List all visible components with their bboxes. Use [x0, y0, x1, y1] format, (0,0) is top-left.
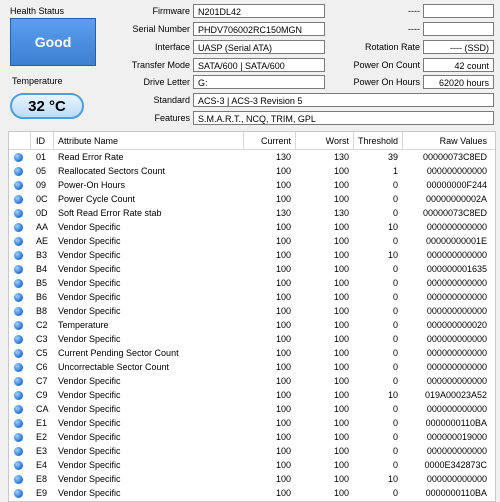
attribute-raw-value: 000000000000 — [426, 362, 487, 372]
attribute-name: Vendor Specific — [58, 432, 121, 442]
table-row[interactable] — [9, 402, 495, 416]
status-dot-icon — [14, 167, 23, 176]
table-row[interactable] — [9, 234, 495, 248]
attribute-current: 100 — [275, 376, 291, 386]
attribute-id: E1 — [36, 418, 48, 428]
interface-field: UASP (Serial ATA) — [193, 40, 325, 54]
attribute-name: Vendor Specific — [58, 278, 121, 288]
attribute-threshold: 10 — [387, 390, 398, 400]
attribute-worst: 100 — [333, 292, 349, 302]
status-dot-icon — [14, 265, 23, 274]
attribute-name: Current Pending Sector Count — [58, 348, 179, 358]
attribute-worst: 100 — [333, 488, 349, 498]
status-dot-icon — [14, 377, 23, 386]
attribute-raw-value: 00000000F244 — [426, 180, 487, 190]
status-dot-icon — [14, 293, 23, 302]
attribute-current: 130 — [275, 208, 291, 218]
attribute-raw-value: 000000000020 — [426, 320, 487, 330]
attribute-threshold: 0 — [392, 418, 398, 428]
header-worst[interactable]: Worst — [325, 136, 349, 146]
attribute-name: Vendor Specific — [58, 446, 121, 456]
attribute-threshold: 0 — [392, 236, 398, 246]
attribute-name: Vendor Specific — [58, 376, 121, 386]
attribute-threshold: 0 — [392, 432, 398, 442]
interface-label: Interface — [154, 42, 190, 52]
attribute-name: Vendor Specific — [58, 334, 121, 344]
attribute-raw-value: 0000000110BA — [425, 418, 487, 428]
attribute-name: Vendor Specific — [58, 390, 121, 400]
attribute-threshold: 0 — [392, 306, 398, 316]
status-dot-icon — [14, 419, 23, 428]
attribute-name: Temperature — [58, 320, 109, 330]
attribute-worst: 100 — [333, 446, 349, 456]
attribute-raw-value: 00000000002A — [425, 194, 487, 204]
table-row[interactable] — [9, 304, 495, 318]
attribute-id: C7 — [36, 376, 48, 386]
attribute-raw-value: 000000001635 — [426, 264, 487, 274]
status-dot-icon — [14, 223, 23, 232]
table-row[interactable] — [9, 290, 495, 304]
attribute-raw-value: 0000E342873C — [424, 460, 487, 470]
attribute-id: C2 — [36, 320, 48, 330]
attribute-id: C3 — [36, 334, 48, 344]
attribute-current: 100 — [275, 488, 291, 498]
status-dot-icon — [14, 391, 23, 400]
attribute-threshold: 0 — [392, 446, 398, 456]
rotation-rate-label: Rotation Rate — [364, 42, 420, 52]
attribute-id: B8 — [36, 306, 48, 316]
attribute-id: 0D — [36, 208, 48, 218]
attribute-name: Vendor Specific — [58, 264, 121, 274]
attribute-id: 05 — [36, 166, 47, 176]
attribute-raw-value: 000000000000 — [426, 166, 487, 176]
features-label: Features — [154, 113, 190, 123]
attribute-id: 0C — [36, 194, 48, 204]
attribute-current: 100 — [275, 306, 291, 316]
firmware-label: Firmware — [152, 6, 190, 16]
attribute-id: E2 — [36, 432, 48, 442]
status-dot-icon — [14, 447, 23, 456]
attribute-name: Reallocated Sectors Count — [58, 166, 166, 176]
attribute-name: Vendor Specific — [58, 404, 121, 414]
header-id[interactable]: ID — [36, 136, 45, 146]
attribute-raw-value: 000000000000 — [426, 404, 487, 414]
table-row[interactable] — [9, 262, 495, 276]
firmware-field: N201DL42 — [193, 4, 325, 18]
status-dot-icon — [14, 237, 23, 246]
attribute-worst: 100 — [333, 180, 349, 190]
attribute-threshold: 0 — [392, 180, 398, 190]
attribute-id: B5 — [36, 278, 48, 288]
attribute-name: Vendor Specific — [58, 292, 121, 302]
attribute-threshold: 0 — [392, 376, 398, 386]
attribute-threshold: 0 — [392, 194, 398, 204]
status-dot-icon — [14, 279, 23, 288]
attribute-id: 09 — [36, 180, 47, 190]
attribute-threshold: 0 — [392, 488, 398, 498]
attribute-name: Vendor Specific — [58, 460, 121, 470]
attribute-threshold: 0 — [392, 278, 398, 288]
features-field: S.M.A.R.T., NCQ, TRIM, GPL — [193, 111, 494, 125]
attribute-name: Vendor Specific — [58, 488, 121, 498]
header-threshold[interactable]: Threshold — [357, 136, 398, 146]
status-dot-icon — [14, 181, 23, 190]
attribute-current: 100 — [275, 390, 291, 400]
attribute-raw-value: 000000000000 — [426, 250, 487, 260]
status-dot-icon — [14, 307, 23, 316]
attribute-name: Vendor Specific — [58, 418, 121, 428]
attribute-threshold: 39 — [387, 152, 398, 162]
attribute-current: 100 — [275, 418, 291, 428]
attribute-id: B6 — [36, 292, 48, 302]
attribute-worst: 100 — [333, 404, 349, 414]
attribute-threshold: 10 — [387, 222, 398, 232]
attribute-current: 100 — [275, 362, 291, 372]
temperature-label: Temperature — [12, 76, 63, 86]
attribute-worst: 100 — [333, 334, 349, 344]
attribute-threshold: 10 — [387, 474, 398, 484]
attribute-current: 100 — [275, 334, 291, 344]
attribute-name: Power Cycle Count — [58, 194, 136, 204]
attribute-id: C9 — [36, 390, 48, 400]
attribute-current: 100 — [275, 348, 291, 358]
temperature-badge[interactable]: 32 °C — [10, 93, 84, 119]
table-row[interactable] — [9, 416, 495, 430]
drive-letter-label: Drive Letter — [143, 77, 190, 87]
health-status-label: Health Status — [10, 6, 65, 16]
power-on-count-label: Power On Count — [353, 60, 420, 70]
attribute-worst: 100 — [333, 362, 349, 372]
status-dot-icon — [14, 461, 23, 470]
attribute-threshold: 1 — [392, 166, 398, 176]
attribute-worst: 100 — [333, 320, 349, 330]
table-row[interactable] — [9, 192, 495, 206]
attribute-threshold: 0 — [392, 404, 398, 414]
table-header — [9, 132, 495, 150]
attribute-threshold: 0 — [392, 264, 398, 274]
attribute-raw-value: 000000000000 — [426, 306, 487, 316]
attribute-current: 100 — [275, 264, 291, 274]
attribute-id: C5 — [36, 348, 48, 358]
attribute-id: E3 — [36, 446, 48, 456]
attribute-threshold: 0 — [392, 334, 398, 344]
table-row[interactable] — [9, 458, 495, 472]
attribute-worst: 130 — [333, 208, 349, 218]
attribute-raw-value: 019A00023A52 — [424, 390, 487, 400]
attribute-worst: 100 — [333, 236, 349, 246]
transfer-mode-field: SATA/600 | SATA/600 — [193, 58, 325, 72]
rotation-rate-field: ---- (SSD) — [423, 40, 494, 54]
status-dot-icon — [14, 363, 23, 372]
smart-attributes-table[interactable] — [8, 131, 496, 502]
attribute-worst: 100 — [333, 306, 349, 316]
attribute-id: E9 — [36, 488, 48, 498]
attribute-current: 100 — [275, 432, 291, 442]
attribute-worst: 100 — [333, 348, 349, 358]
attribute-name: Vendor Specific — [58, 306, 121, 316]
status-dot-icon — [14, 195, 23, 204]
attribute-worst: 100 — [333, 474, 349, 484]
attribute-worst: 130 — [333, 152, 349, 162]
attribute-name: Power-On Hours — [58, 180, 126, 190]
health-status-button[interactable]: Good — [10, 18, 96, 66]
attribute-threshold: 0 — [392, 208, 398, 218]
table-row[interactable] — [9, 444, 495, 458]
right-top-1-label: ---- — [408, 6, 420, 16]
status-dot-icon — [14, 209, 23, 218]
right-top-1-field — [423, 4, 494, 18]
status-dot-icon — [14, 321, 23, 330]
table-row[interactable] — [9, 388, 495, 402]
attribute-current: 100 — [275, 222, 291, 232]
attribute-name: Read Error Rate — [58, 152, 124, 162]
status-dot-icon — [14, 475, 23, 484]
attribute-name: Soft Read Error Rate stab — [58, 208, 162, 218]
serial-number-label: Serial Number — [132, 24, 190, 34]
attribute-worst: 100 — [333, 390, 349, 400]
attribute-id: AA — [36, 222, 49, 232]
status-dot-icon — [14, 433, 23, 442]
standard-field: ACS-3 | ACS-3 Revision 5 — [193, 93, 494, 107]
attribute-current: 100 — [275, 180, 291, 190]
table-row[interactable] — [9, 318, 495, 332]
header-current[interactable]: Current — [260, 136, 291, 146]
table-row[interactable] — [9, 276, 495, 290]
attribute-id: E4 — [36, 460, 48, 470]
attribute-worst: 100 — [333, 222, 349, 232]
attribute-current: 100 — [275, 236, 291, 246]
attribute-worst: 100 — [333, 278, 349, 288]
attribute-name: Vendor Specific — [58, 474, 121, 484]
attribute-raw-value: 000000000000 — [426, 278, 487, 288]
attribute-id: B4 — [36, 264, 48, 274]
attribute-threshold: 0 — [392, 320, 398, 330]
table-row[interactable] — [9, 486, 495, 500]
status-dot-icon — [14, 405, 23, 414]
status-dot-icon — [14, 153, 23, 162]
attribute-current: 100 — [275, 446, 291, 456]
attribute-current: 100 — [275, 166, 291, 176]
attribute-raw-value: 000000000000 — [426, 222, 487, 232]
attribute-raw-value: 000000000000 — [426, 292, 487, 302]
attribute-worst: 100 — [333, 166, 349, 176]
attribute-threshold: 0 — [392, 362, 398, 372]
attribute-name: Vendor Specific — [58, 236, 121, 246]
attribute-raw-value: 0000000110BA — [425, 488, 487, 498]
attribute-worst: 100 — [333, 460, 349, 470]
attribute-id: 01 — [36, 152, 47, 162]
header-attribute-name[interactable]: Attribute Name — [58, 136, 119, 146]
attribute-raw-value: 000000000000 — [426, 474, 487, 484]
table-row[interactable] — [9, 332, 495, 346]
attribute-current: 130 — [275, 152, 291, 162]
attribute-raw-value: 00000073C8ED — [422, 208, 487, 218]
table-row[interactable] — [9, 164, 495, 178]
table-row[interactable] — [9, 472, 495, 486]
attribute-current: 100 — [275, 250, 291, 260]
table-row[interactable] — [9, 206, 495, 220]
table-row[interactable] — [9, 430, 495, 444]
attribute-name: Uncorrectable Sector Count — [58, 362, 170, 372]
attribute-current: 100 — [275, 194, 291, 204]
attribute-worst: 100 — [333, 432, 349, 442]
transfer-mode-label: Transfer Mode — [131, 60, 190, 70]
attribute-current: 100 — [275, 292, 291, 302]
attribute-worst: 100 — [333, 418, 349, 428]
table-row[interactable] — [9, 346, 495, 360]
attribute-raw-value: 000000000000 — [426, 376, 487, 386]
header-raw-values[interactable]: Raw Values — [439, 136, 487, 146]
attribute-id: E8 — [36, 474, 48, 484]
right-top-2-label: ---- — [408, 24, 420, 34]
serial-number-field: PHDV706002RC150MGN — [193, 22, 325, 36]
power-on-hours-field: 62020 hours — [423, 75, 494, 89]
status-dot-icon — [14, 489, 23, 498]
table-row[interactable] — [9, 178, 495, 192]
attribute-current: 100 — [275, 320, 291, 330]
status-dot-icon — [14, 251, 23, 260]
attribute-current: 100 — [275, 460, 291, 470]
attribute-worst: 100 — [333, 194, 349, 204]
attribute-raw-value: 000000019000 — [426, 432, 487, 442]
attribute-name: Vendor Specific — [58, 250, 121, 260]
attribute-current: 100 — [275, 474, 291, 484]
power-on-hours-label: Power On Hours — [353, 77, 420, 87]
attribute-worst: 100 — [333, 264, 349, 274]
status-dot-icon — [14, 335, 23, 344]
attribute-id: AE — [36, 236, 49, 246]
table-row[interactable] — [9, 248, 495, 262]
attribute-current: 100 — [275, 404, 291, 414]
attribute-id: B3 — [36, 250, 48, 260]
table-row[interactable] — [9, 374, 495, 388]
attribute-threshold: 0 — [392, 460, 398, 470]
attribute-threshold: 10 — [387, 250, 398, 260]
attribute-id: C6 — [36, 362, 48, 372]
right-top-2-field — [423, 22, 494, 36]
attribute-raw-value: 00000073C8ED — [422, 152, 487, 162]
power-on-count-field: 42 count — [423, 58, 494, 72]
attribute-threshold: 0 — [392, 292, 398, 302]
attribute-threshold: 0 — [392, 348, 398, 358]
attribute-raw-value: 00000000001E — [425, 236, 487, 246]
attribute-worst: 100 — [333, 250, 349, 260]
table-row[interactable] — [9, 150, 495, 164]
attribute-name: Vendor Specific — [58, 222, 121, 232]
standard-label: Standard — [153, 95, 190, 105]
attribute-id: CA — [36, 404, 49, 414]
attribute-raw-value: 000000000000 — [426, 446, 487, 456]
status-dot-icon — [14, 349, 23, 358]
attribute-raw-value: 000000000000 — [426, 348, 487, 358]
table-row[interactable] — [9, 360, 495, 374]
table-row[interactable] — [9, 220, 495, 234]
attribute-worst: 100 — [333, 376, 349, 386]
attribute-current: 100 — [275, 278, 291, 288]
attribute-raw-value: 000000000000 — [426, 334, 487, 344]
drive-letter-field: G: — [193, 75, 325, 89]
